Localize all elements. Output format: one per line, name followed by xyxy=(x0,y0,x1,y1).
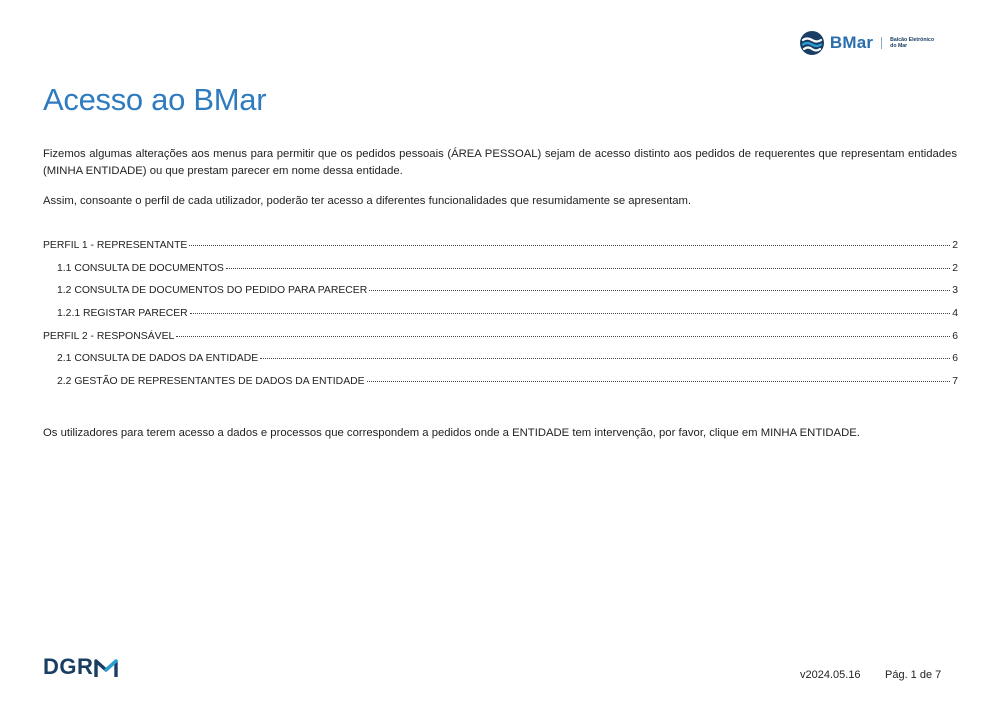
toc-entry-page: 3 xyxy=(952,285,958,297)
toc-entry-label: 1.2.1 REGISTAR PARECER xyxy=(57,308,188,320)
toc-entry[interactable] xyxy=(43,263,958,286)
toc-entry-page: 7 xyxy=(952,376,958,388)
toc-dot-leader xyxy=(226,268,950,269)
toc-entry[interactable] xyxy=(43,308,958,331)
toc-entry-label: 2.1 CONSULTA DE DADOS DA ENTIDADE xyxy=(57,353,259,365)
toc-dot-leader xyxy=(176,336,950,337)
toc-dot-leader xyxy=(367,381,951,382)
closing-paragraph: Os utilizadores para terem acesso a dados e processos que correspondem a pedidos onde a ENTIDADE tem intervenção, por favor, clique em MINHA ENTIDADE. xyxy=(43,427,860,439)
toc-entry-page: 2 xyxy=(952,262,958,274)
toc-entry-page: 6 xyxy=(952,330,958,342)
dgrm-logo xyxy=(43,656,118,678)
toc-entry-page: 4 xyxy=(952,308,958,320)
toc-entry-label: PERFIL 2 - RESPONSÁVEL xyxy=(43,330,175,342)
toc-dot-leader xyxy=(189,245,950,246)
dgrm-logo-text: DGR xyxy=(43,654,94,679)
table-of-contents xyxy=(43,240,958,399)
dgrm-m-icon xyxy=(94,659,118,678)
toc-dot-leader xyxy=(260,358,950,359)
toc-entry[interactable] xyxy=(43,240,958,263)
toc-entry-label: 1.1 CONSULTA DE DOCUMENTOS xyxy=(57,262,224,274)
toc-entry[interactable] xyxy=(43,376,958,399)
logo-divider xyxy=(881,37,882,49)
toc-entry[interactable] xyxy=(43,285,958,308)
toc-entry-page: 2 xyxy=(952,240,958,251)
footer-version: v2024.05.16 xyxy=(800,669,861,681)
intro-paragraph: Fizemos algumas alterações aos menus para permitir que os pedidos pessoais (ÁREA PESSOAL) sejam de acesso distinto aos pedidos de requerentes que representam entidades (MINHA ENTIDADE) ou que prestam parecer em nome dessa entidade. xyxy=(43,148,957,177)
toc-entry[interactable] xyxy=(43,353,958,376)
second-paragraph: Assim, consoante o perfil de cada utilizador, poderão ter acesso a diferentes funcionalidades que resumidamente se apresentam. xyxy=(43,195,692,207)
bmar-logo-tagline xyxy=(890,37,934,49)
bmar-wave-icon xyxy=(799,30,825,56)
footer-page-number: Pág. 1 de 7 xyxy=(885,669,942,681)
toc-entry-label: PERFIL 1 - REPRESENTANTE xyxy=(43,240,188,251)
tagline-line-2: do Mar xyxy=(890,43,908,49)
tagline-line-1: Balcão Eletrónico xyxy=(890,37,934,43)
bmar-logo-name: BMar xyxy=(829,33,874,52)
toc-entry-label: 1.2 CONSULTA DE DOCUMENTOS DO PEDIDO PARA PARECER xyxy=(57,285,368,297)
bmar-logo xyxy=(799,30,934,56)
toc-dot-leader xyxy=(369,290,950,291)
page-title: Acesso ao BMar xyxy=(43,82,267,117)
toc-entry-label: 2.2 GESTÃO DE REPRESENTANTES DE DADOS DA ENTIDADE xyxy=(57,376,365,388)
toc-dot-leader xyxy=(190,313,951,314)
toc-entry-page: 6 xyxy=(952,353,958,365)
toc-entry[interactable] xyxy=(43,331,958,354)
